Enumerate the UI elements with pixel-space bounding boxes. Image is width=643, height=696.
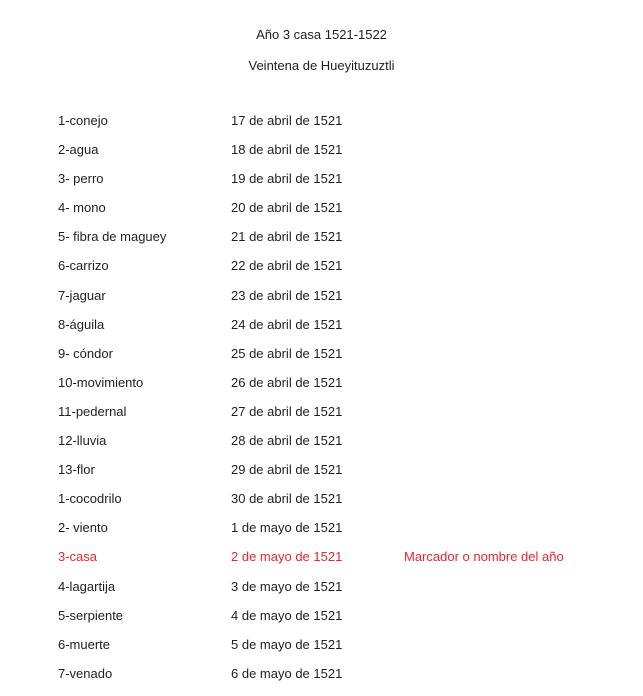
year-marker-note: Marcador o nombre del año xyxy=(404,549,564,565)
day-date: 5 de mayo de 1521 xyxy=(231,636,343,652)
day-name: 5- fibra de maguey xyxy=(58,229,167,245)
day-name: 6-carrizo xyxy=(58,258,109,274)
day-date: 24 de abril de 1521 xyxy=(231,316,343,332)
list-item xyxy=(0,142,643,171)
day-name: 2- viento xyxy=(58,520,108,536)
day-name: 13-flor xyxy=(58,462,95,478)
day-name: 5-serpiente xyxy=(58,607,124,623)
list-item xyxy=(0,520,643,549)
list-item xyxy=(0,375,643,404)
day-date: 28 de abril de 1521 xyxy=(231,433,343,449)
list-item-year-marker xyxy=(0,549,643,578)
list-item xyxy=(0,404,643,433)
list-item xyxy=(0,288,643,317)
day-date: 29 de abril de 1521 xyxy=(231,462,343,478)
day-date: 23 de abril de 1521 xyxy=(231,287,343,303)
day-name: 8-águila xyxy=(58,316,105,332)
list-item xyxy=(0,171,643,200)
day-date: 3 de mayo de 1521 xyxy=(231,578,343,594)
list-item xyxy=(0,229,643,258)
calendar-list xyxy=(0,113,643,695)
day-date: 27 de abril de 1521 xyxy=(231,403,343,419)
day-name: 7-venado xyxy=(58,665,113,681)
day-name: 9- cóndor xyxy=(58,345,113,361)
day-name: 1-cocodrilo xyxy=(58,491,122,507)
day-date: 22 de abril de 1521 xyxy=(231,258,343,274)
day-date: 4 de mayo de 1521 xyxy=(231,607,343,623)
list-item xyxy=(0,346,643,375)
day-date: 30 de abril de 1521 xyxy=(231,491,343,507)
day-date: 19 de abril de 1521 xyxy=(231,171,343,187)
list-item xyxy=(0,462,643,491)
day-date: 25 de abril de 1521 xyxy=(231,345,343,361)
day-name: 6-muerte xyxy=(58,636,111,652)
day-date: 18 de abril de 1521 xyxy=(231,142,343,158)
day-date: 20 de abril de 1521 xyxy=(231,200,343,216)
list-item xyxy=(0,666,643,695)
day-name: 3-casa xyxy=(58,549,98,565)
day-name: 4- mono xyxy=(58,200,106,216)
day-date: 26 de abril de 1521 xyxy=(231,374,343,390)
list-item xyxy=(0,113,643,142)
day-name: 12-lluvia xyxy=(58,433,107,449)
page-subtitle: Veintena de Hueyituzuztli xyxy=(248,58,395,73)
list-item xyxy=(0,608,643,637)
day-name: 11-pedernal xyxy=(58,403,127,419)
day-name: 7-jaguar xyxy=(58,287,106,303)
day-name: 4-lagartija xyxy=(58,578,116,594)
day-date: 6 de mayo de 1521 xyxy=(231,665,343,681)
day-name: 1-conejo xyxy=(58,113,108,128)
day-date: 21 de abril de 1521 xyxy=(231,229,343,245)
list-item xyxy=(0,491,643,520)
day-name: 10-movimiento xyxy=(58,374,144,390)
day-name: 2-agua xyxy=(58,142,99,158)
list-item xyxy=(0,637,643,666)
list-item xyxy=(0,317,643,346)
list-item xyxy=(0,579,643,608)
list-item xyxy=(0,258,643,287)
list-item xyxy=(0,200,643,229)
day-name: 3- perro xyxy=(58,171,104,187)
day-date: 2 de mayo de 1521 xyxy=(231,549,343,565)
page-title: Año 3 casa 1521-1522 xyxy=(256,27,387,42)
list-item xyxy=(0,433,643,462)
day-date: 1 de mayo de 1521 xyxy=(231,520,343,536)
day-date: 17 de abril de 1521 xyxy=(231,113,343,128)
